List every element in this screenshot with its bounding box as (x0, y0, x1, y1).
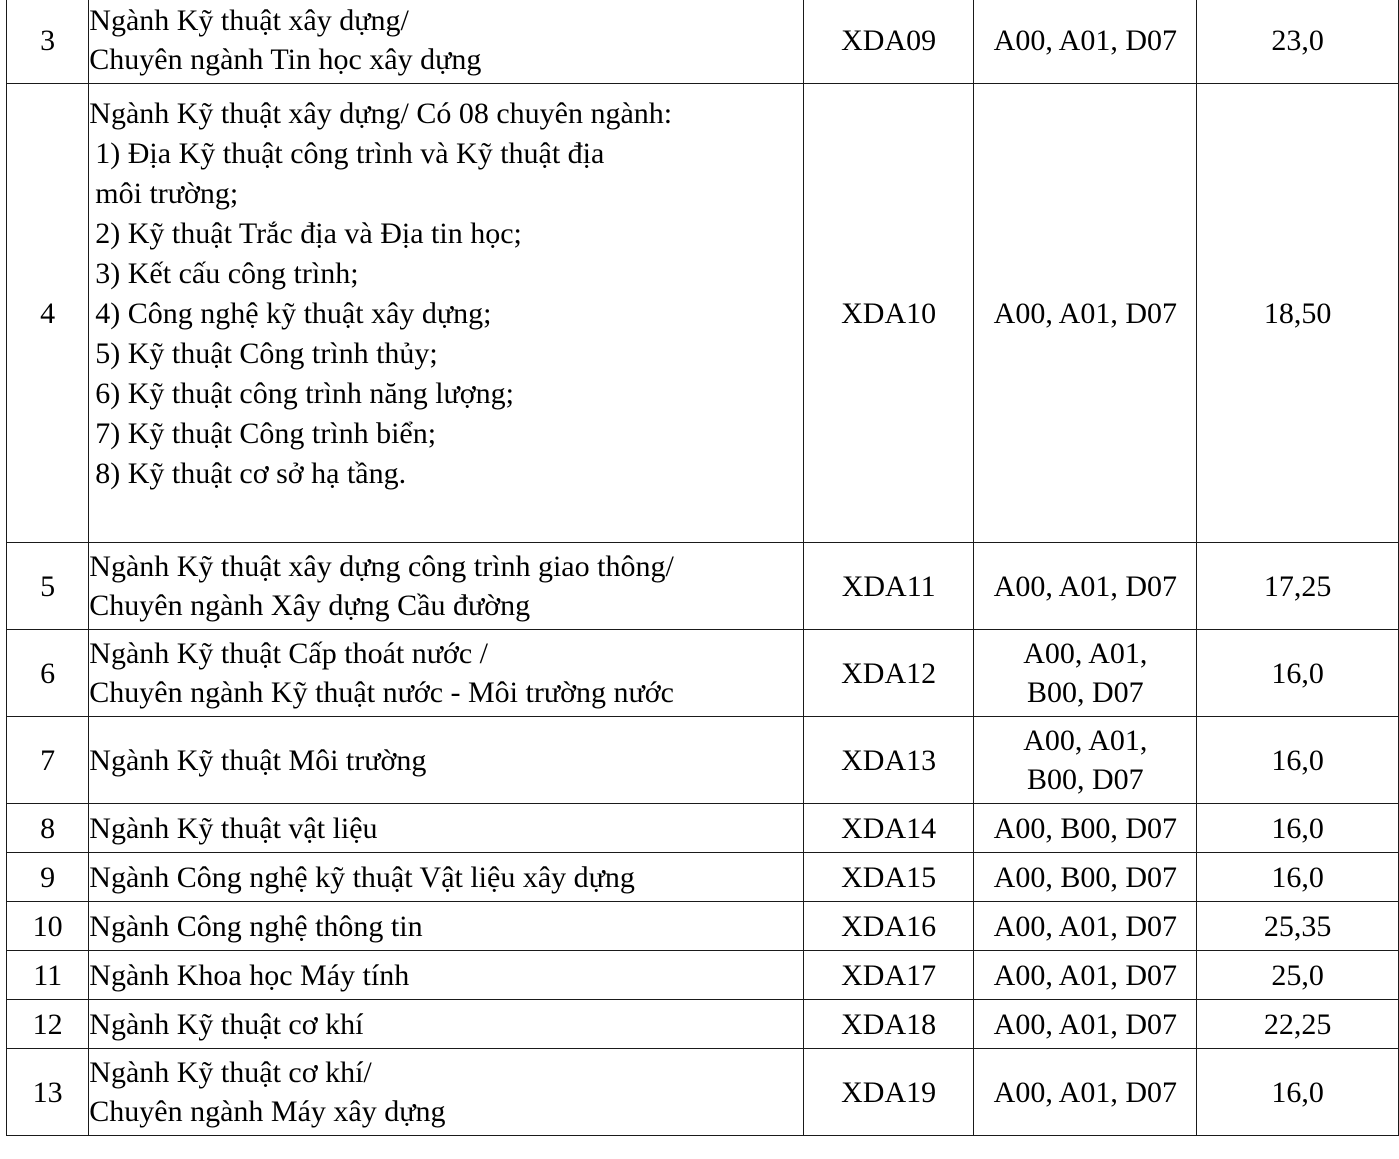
subject-line: A00, A01, D07 (993, 569, 1178, 603)
subject-combination (974, 951, 1197, 1000)
major-line: Ngành Kỹ thuật cơ khí (89, 1007, 364, 1041)
admission-code: XDA18 (803, 1000, 974, 1049)
admission-code: XDA17 (803, 951, 974, 1000)
table-row (7, 1000, 1399, 1049)
subject-line: A00, A01, D07 (993, 1007, 1178, 1041)
major-line: 2) Kỹ thuật Trắc địa và Địa tin học; (95, 217, 522, 251)
admissions-score-table (6, 0, 1399, 1136)
major-line: Ngành Kỹ thuật xây dựng/ (89, 4, 409, 37)
benchmark-score: 18,50 (1197, 84, 1399, 543)
admission-code: XDA19 (803, 1049, 974, 1136)
major-name (89, 804, 804, 853)
table-row (7, 0, 1399, 84)
admission-code: XDA10 (803, 84, 974, 543)
major-line: 1) Địa Kỹ thuật công trình và Kỹ thuật địa (95, 137, 605, 171)
row-number: 6 (7, 630, 89, 717)
major-name (89, 853, 804, 902)
major-name (89, 1000, 804, 1049)
subject-line: A00, B00, D07 (993, 811, 1178, 845)
subject-combination (974, 84, 1197, 543)
major-line: Ngành Công nghệ thông tin (89, 909, 423, 943)
row-number: 4 (7, 84, 89, 543)
major-line: 3) Kết cấu công trình; (95, 257, 359, 291)
benchmark-score: 22,25 (1197, 1000, 1399, 1049)
table-row (7, 630, 1399, 717)
subject-combination (974, 0, 1197, 84)
major-name (89, 902, 804, 951)
major-name (89, 717, 804, 804)
row-number: 5 (7, 543, 89, 630)
major-line: Chuyên ngành Máy xây dựng (89, 1095, 446, 1128)
subject-combination (974, 543, 1197, 630)
subject-line: B00, D07 (1027, 676, 1144, 709)
major-line: Ngành Kỹ thuật Môi trường (89, 743, 427, 777)
subject-line: B00, D07 (1027, 763, 1144, 796)
subject-combination (974, 1000, 1197, 1049)
subject-line: A00, A01, D07 (993, 23, 1178, 57)
major-name (89, 951, 804, 1000)
major-line: Ngành Kỹ thuật xây dựng công trình giao thông/ (89, 550, 674, 583)
table-body (7, 0, 1399, 1136)
subject-line: A00, A01, D07 (993, 909, 1178, 943)
major-line: Chuyên ngành Kỹ thuật nước - Môi trường nước (89, 676, 674, 709)
major-line: 7) Kỹ thuật Công trình biển; (95, 417, 437, 451)
benchmark-score: 23,0 (1197, 0, 1399, 84)
admission-code: XDA09 (803, 0, 974, 84)
table-row (7, 804, 1399, 853)
major-line: 8) Kỹ thuật cơ sở hạ tầng. (95, 457, 407, 491)
major-line: 5) Kỹ thuật Công trình thủy; (95, 337, 438, 371)
table-row (7, 1049, 1399, 1136)
benchmark-score: 25,0 (1197, 951, 1399, 1000)
row-number: 11 (7, 951, 89, 1000)
major-line: Ngành Kỹ thuật xây dựng/ Có 08 chuyên ngành: (89, 97, 673, 130)
benchmark-score: 17,25 (1197, 543, 1399, 630)
admission-code: XDA12 (803, 630, 974, 717)
major-line: 4) Công nghệ kỹ thuật xây dựng; (95, 297, 492, 331)
row-number: 8 (7, 804, 89, 853)
major-line: Ngành Kỹ thuật Cấp thoát nước / (89, 637, 488, 670)
major-line: Ngành Công nghệ kỹ thuật Vật liệu xây dựng (89, 860, 635, 894)
major-line: Ngành Kỹ thuật vật liệu (89, 811, 378, 845)
table-row (7, 853, 1399, 902)
admission-code: XDA11 (803, 543, 974, 630)
subject-combination (974, 630, 1197, 717)
benchmark-score: 25,35 (1197, 902, 1399, 951)
major-line: Ngành Kỹ thuật cơ khí/ (89, 1056, 372, 1089)
admission-code: XDA16 (803, 902, 974, 951)
table-row (7, 717, 1399, 804)
subject-combination (974, 902, 1197, 951)
subject-combination (974, 1049, 1197, 1136)
subject-line: A00, A01, D07 (993, 296, 1178, 330)
table-row (7, 84, 1399, 543)
table-row (7, 951, 1399, 1000)
major-name (89, 1049, 804, 1136)
subject-line: A00, A01, D07 (993, 958, 1178, 992)
admission-code: XDA15 (803, 853, 974, 902)
subject-combination (974, 804, 1197, 853)
major-line: Chuyên ngành Xây dựng Cầu đường (89, 589, 531, 622)
row-number: 12 (7, 1000, 89, 1049)
subject-line: A00, A01, (1023, 637, 1148, 670)
benchmark-score: 16,0 (1197, 804, 1399, 853)
benchmark-score: 16,0 (1197, 1049, 1399, 1136)
table-row (7, 902, 1399, 951)
subject-line: A00, A01, (1023, 724, 1148, 757)
major-line: Ngành Khoa học Máy tính (89, 958, 410, 992)
admission-code: XDA13 (803, 717, 974, 804)
subject-line: A00, B00, D07 (993, 860, 1178, 894)
major-name (89, 630, 804, 717)
row-number: 10 (7, 902, 89, 951)
benchmark-score: 16,0 (1197, 630, 1399, 717)
row-number: 9 (7, 853, 89, 902)
subject-combination (974, 853, 1197, 902)
major-line: Chuyên ngành Tin học xây dựng (89, 43, 482, 76)
row-number: 7 (7, 717, 89, 804)
admission-code: XDA14 (803, 804, 974, 853)
major-line: môi trường; (95, 177, 239, 211)
benchmark-score: 16,0 (1197, 717, 1399, 804)
benchmark-score: 16,0 (1197, 853, 1399, 902)
table-row (7, 543, 1399, 630)
major-name (89, 0, 804, 84)
major-line: 6) Kỹ thuật công trình năng lượng; (95, 377, 515, 411)
row-number: 3 (7, 0, 89, 84)
subject-combination (974, 717, 1197, 804)
major-name (89, 543, 804, 630)
major-name (89, 84, 804, 543)
subject-line: A00, A01, D07 (993, 1075, 1178, 1109)
row-number: 13 (7, 1049, 89, 1136)
